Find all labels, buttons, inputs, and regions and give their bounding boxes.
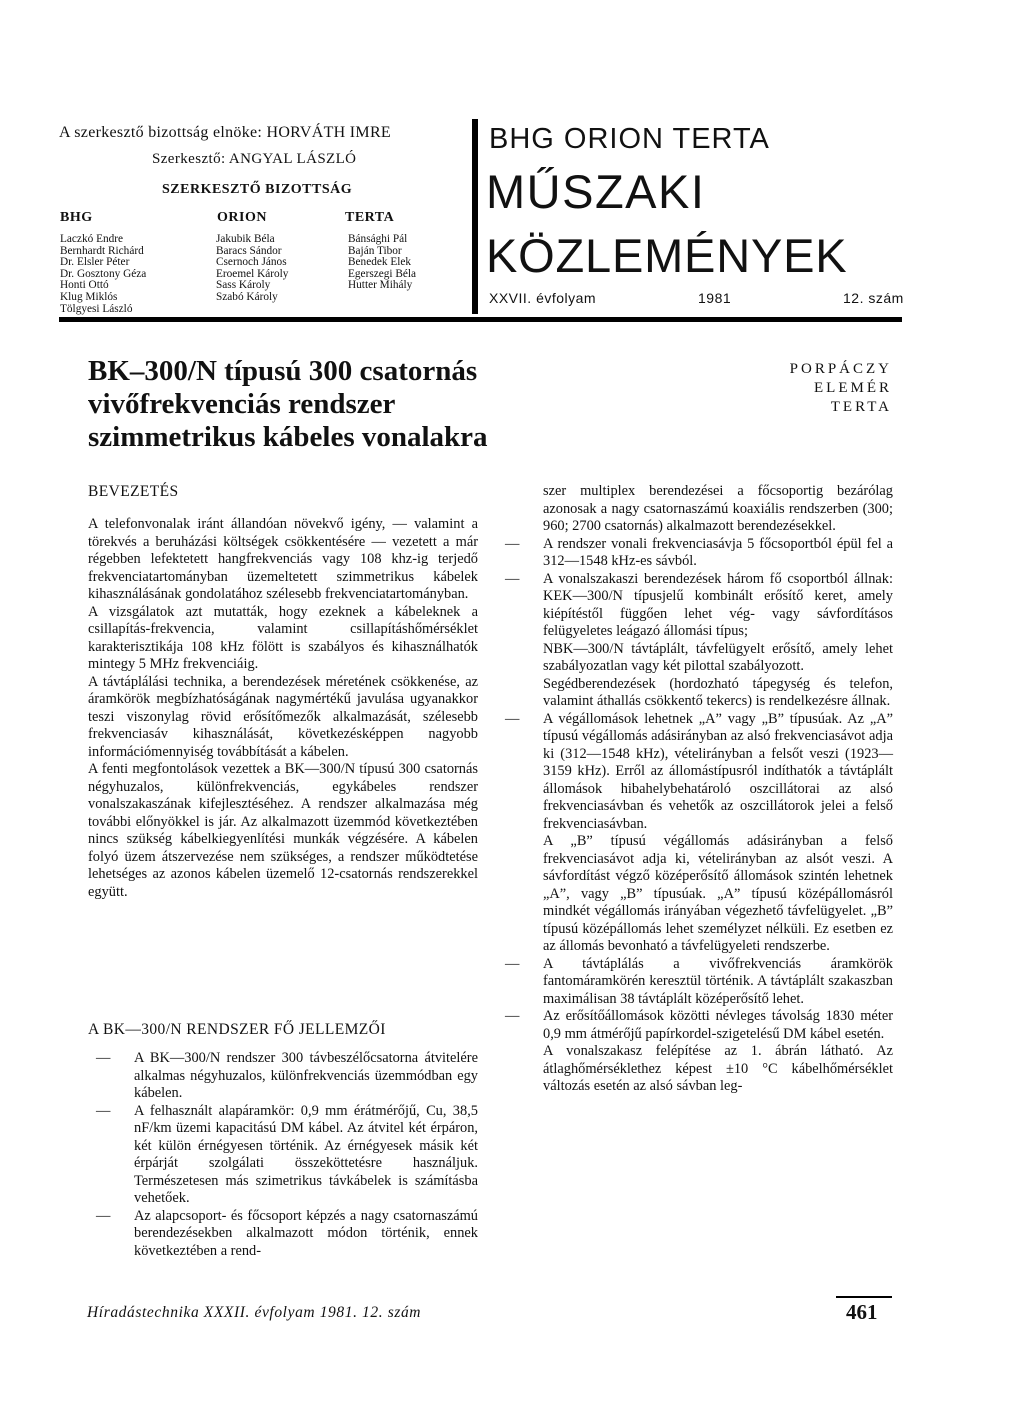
dash: — (505, 710, 520, 727)
list-item (505, 711, 893, 956)
board-title: SZERKESZTŐ BIZOTTSÁG (162, 182, 353, 197)
list-item-paragraph: A rendszer vonali frekvenciasávja 5 főcsoportból épül fel a 312—1548 kHz-es sávból. (543, 535, 893, 569)
list-item-paragraph: NBK—300/N távtáplált, távfelügyelt erősítő, amely lehet szabályozatlan vagy két pilottal szabályozott. (543, 640, 893, 674)
dash: — (505, 570, 520, 587)
journal-title-line2: KÖZLEMÉNYEK (486, 229, 848, 282)
board-member: Dr. Gosztony Géza (60, 267, 147, 280)
issue-number: 12. szám (843, 290, 904, 306)
list-item-text: A felhasznált alapáramkör: 0,9 mm érátmérőjű, Cu, 38,5 nF/km üzemi kapacitású DM kábel. Az átvitel két érpáron, két külön érnégyesen történik. Az érnégyesek másik két érpárját szolgálati összeköttetésre használjuk. Természetesen más szimetrikus távkábelek is számításba vehetőek. (134, 1102, 478, 1206)
section-heading-features: A BK—300/N RENDSZER FŐ JELLEMZŐI (88, 1021, 386, 1038)
section-heading-intro: BEVEZETÉS (88, 483, 179, 500)
board-names-terta (348, 234, 416, 292)
title-line: szimmetrikus kábeles vonalakra (88, 421, 488, 453)
list-item (505, 536, 893, 571)
list-item (505, 571, 893, 711)
list-item (96, 1208, 478, 1261)
author-line: ELEMÉR (814, 380, 892, 396)
board-member: Szabó Károly (216, 290, 278, 303)
board-column-head-terta: TERTA (345, 210, 395, 225)
title-line: BK–300/N típusú 300 csatornás (88, 355, 478, 387)
dash: — (96, 1050, 111, 1066)
board-member: Jakubik Béla (216, 233, 275, 245)
paragraph: A telefonvonalak iránt állandóan növekvő igény, — valamint a törekvés a beruházási költségek csökkentésére — vezetett a már régebben lefektetett hangfrekvenciás vagy 108 khz-ig terjedő frekvenciatartományban üzemeltetett szimmetrikus kábelek kihasználásának gondolatához szélesebb frekvenciatartományban. (88, 516, 478, 602)
paragraph: A fenti megfontolások vezettek a BK—300/N típusú 300 csatornás négyhuzalos, különfrekvenciás, egykábeles rendszer vonalszakaszának kifejlesztéséhez. A rendszer alkalmazása még további előnyökkel is jár. Az alkalmazott üzemmód következtében nincs szükség kábelkiegyenlítési munkák végzésére. A kábelen folyó üzem átszervezése nem szükséges, a rendszer működtetése lehetséges az azonos kábelen üzemelő 12-csatornás rendszerekkel együtt. (88, 761, 478, 900)
board-member: Baracs Sándor (216, 244, 282, 257)
list-item (96, 1103, 478, 1208)
list-item-paragraph: A vonalszakaszi berendezések három fő csoportból állnak: KEK—300/N típusjelű kombinált erősítő keret, amely kiépítéstől függően lehet vég- vagy sávfordításos felügyeletes leágazó állomási típus; (543, 570, 893, 639)
running-footer: Híradástechnika XXXII. évfolyam 1981. 12. szám (87, 1304, 422, 1321)
list-item-paragraph: A vonalszakasz felépítése az 1. ábrán látható. Az átlaghőmérséklethez képest ±10 °C kábelhőmérséklet változás esetén az alsó sávban leg- (543, 1043, 893, 1094)
board-column-head-bhg: BHG (60, 210, 93, 225)
committee-chair: A szerkesztő bizottság elnöke: HORVÁTH IMRE (59, 124, 392, 141)
board-names-bhg (60, 234, 146, 315)
list-item (505, 1008, 893, 1096)
list-item-paragraph: Az erősítőállomások közötti névleges távolság 1830 méter 0,9 mm átmérőjű papírkordel-szigetelésű DM kábel esetén. (543, 1008, 893, 1042)
list-item-paragraph: A távtáplálás a vivőfrekvenciás áramkörök fantomáramkörén keresztül történik. A távtáplált szakaszban maximálisan 38 távtáplált középerősítő lehet. (543, 955, 893, 1007)
masthead-rule (59, 317, 902, 322)
list-item (96, 1050, 478, 1103)
board-member: Sass Károly (216, 279, 271, 292)
board-member: Benedek Elek (348, 256, 412, 269)
dash: — (505, 955, 520, 972)
board-names-orion (216, 234, 288, 304)
paragraph: A távtáplálási technika, a berendezések méretének csökkenése, az áramkörök megbízhatóságának nagymértékű javulása ugyanakkor teszi viszonylag rövid erősítőmezők alkalmazását, szélesebb frekvenciasáv kihasználását, következésképpen nagyobb információmennyiség továbbítását a kábelen. (88, 673, 478, 760)
author-line: PORPÁCZY (789, 361, 892, 377)
left-column-intro (88, 516, 478, 901)
board-member: Honti Ottó (60, 279, 109, 292)
year: 1981 (698, 290, 732, 306)
board-member: Bánsághi Pál (348, 233, 408, 245)
right-column (505, 483, 893, 1096)
journal-title-line1: MŰSZAKI (486, 165, 706, 218)
volume: XXVII. évfolyam (489, 290, 597, 306)
list-item-text (543, 711, 893, 956)
board-member: Eroemel Károly (216, 267, 289, 280)
board-member: Dr. Elsler Péter (60, 256, 130, 269)
board-member: Klug Miklós (60, 290, 118, 303)
list-item-paragraph: A „B” típusú végállomás adásirányban a felső frekvenciasávot adja ki, vételirányban az alsót veszi. A sávfordítást végző középerősítő állomások szintén lehetnek „A”, vagy „B” típusúak. „A” típusú középállomásról mindkét végállomás irányában végezhető távfelügyelet. „B” típusú középállomás lehet személyzet nélküli. Ez esetben ez az állomás bevonható a távfelügyeleti rendszerbe. (543, 833, 893, 954)
author-line: TERTA (830, 399, 892, 415)
editor-line: Szerkesztő: ANGYAL LÁSZLÓ (152, 151, 357, 167)
list-item-text: Az alapcsoport- és főcsoport képzés a nagy csatornaszámú berendezésekben alkalmazott módon történik, ennek következtében a rend- (134, 1207, 478, 1259)
title-line: vivőfrekvenciás rendszer (88, 388, 396, 420)
list-item-text: A BK—300/N rendszer 300 távbeszélőcsatorna átvitelére alkalmas négyhuzalos, különfrekvenciás üzemmódban egy kábelen. (134, 1050, 478, 1101)
article-author (742, 360, 892, 417)
board-member: Egerszegi Béla (348, 267, 417, 280)
board-member: Csernoch János (216, 256, 287, 269)
page-number: 461 (846, 1300, 878, 1324)
board-member: Baján Tibor (348, 244, 402, 257)
list-item-paragraph: Segédberendezések (hordozható tápegység és telefon, valamint áthallás csökkentő tekercs) is rendelkezésre állnak. (543, 675, 893, 709)
page-number-rule (836, 1296, 892, 1298)
list-item-text (543, 571, 893, 711)
board-member: Hutter Mihály (348, 279, 413, 292)
list-item-paragraph: A végállomások lehetnek „A” vagy „B” típusúak. Az „A” típusú végállomás adásirányban az alsó frekvenciasávot adja ki (312—1548 kHz), vételirányban a felsőt veszi (1923—3159 kHz). Erről az állomástípusról indíthatók a távtáplált állomások hibahelybehatároló oszcillátorai az alsó frekvenciasávban és vehetők az oszcillátorok jelei a felső frekvenciasávban. (543, 710, 893, 832)
dash: — (96, 1102, 111, 1119)
board-member: Laczkó Endre (60, 233, 124, 245)
left-column-features (96, 1050, 478, 1260)
masthead-divider (472, 119, 478, 314)
paragraph: szer multiplex berendezései a főcsoportig bezárólag azonosak a nagy csatornaszámú koaxiális rendszerben (300; 960; 2700 csatornás) alkalmazott berendezésekkel. (543, 483, 893, 534)
list-item-text (543, 956, 893, 1009)
article-title (88, 355, 628, 454)
dash: — (505, 1008, 520, 1024)
list-item-text (543, 536, 893, 571)
board-member: Bernhardt Richárd (60, 244, 144, 257)
paragraph: A vizsgálatok azt mutatták, hogy ezeknek a kábeleknek a csillapítás-frekvencia, valamint csillapításhőmérséklet karakterisztikája 108 kHz fölött is szabályos és kihasználhatók mintegy 5 MHz frekvenciáig. (88, 603, 478, 672)
dash: — (505, 535, 520, 552)
dash: — (96, 1207, 111, 1224)
board-member: Tölgyesi László (60, 302, 133, 315)
list-item (505, 956, 893, 1009)
publisher-orgs: BHG ORION TERTA (489, 123, 770, 155)
list-item-text (543, 1008, 893, 1096)
board-column-head-orion: ORION (217, 210, 267, 225)
